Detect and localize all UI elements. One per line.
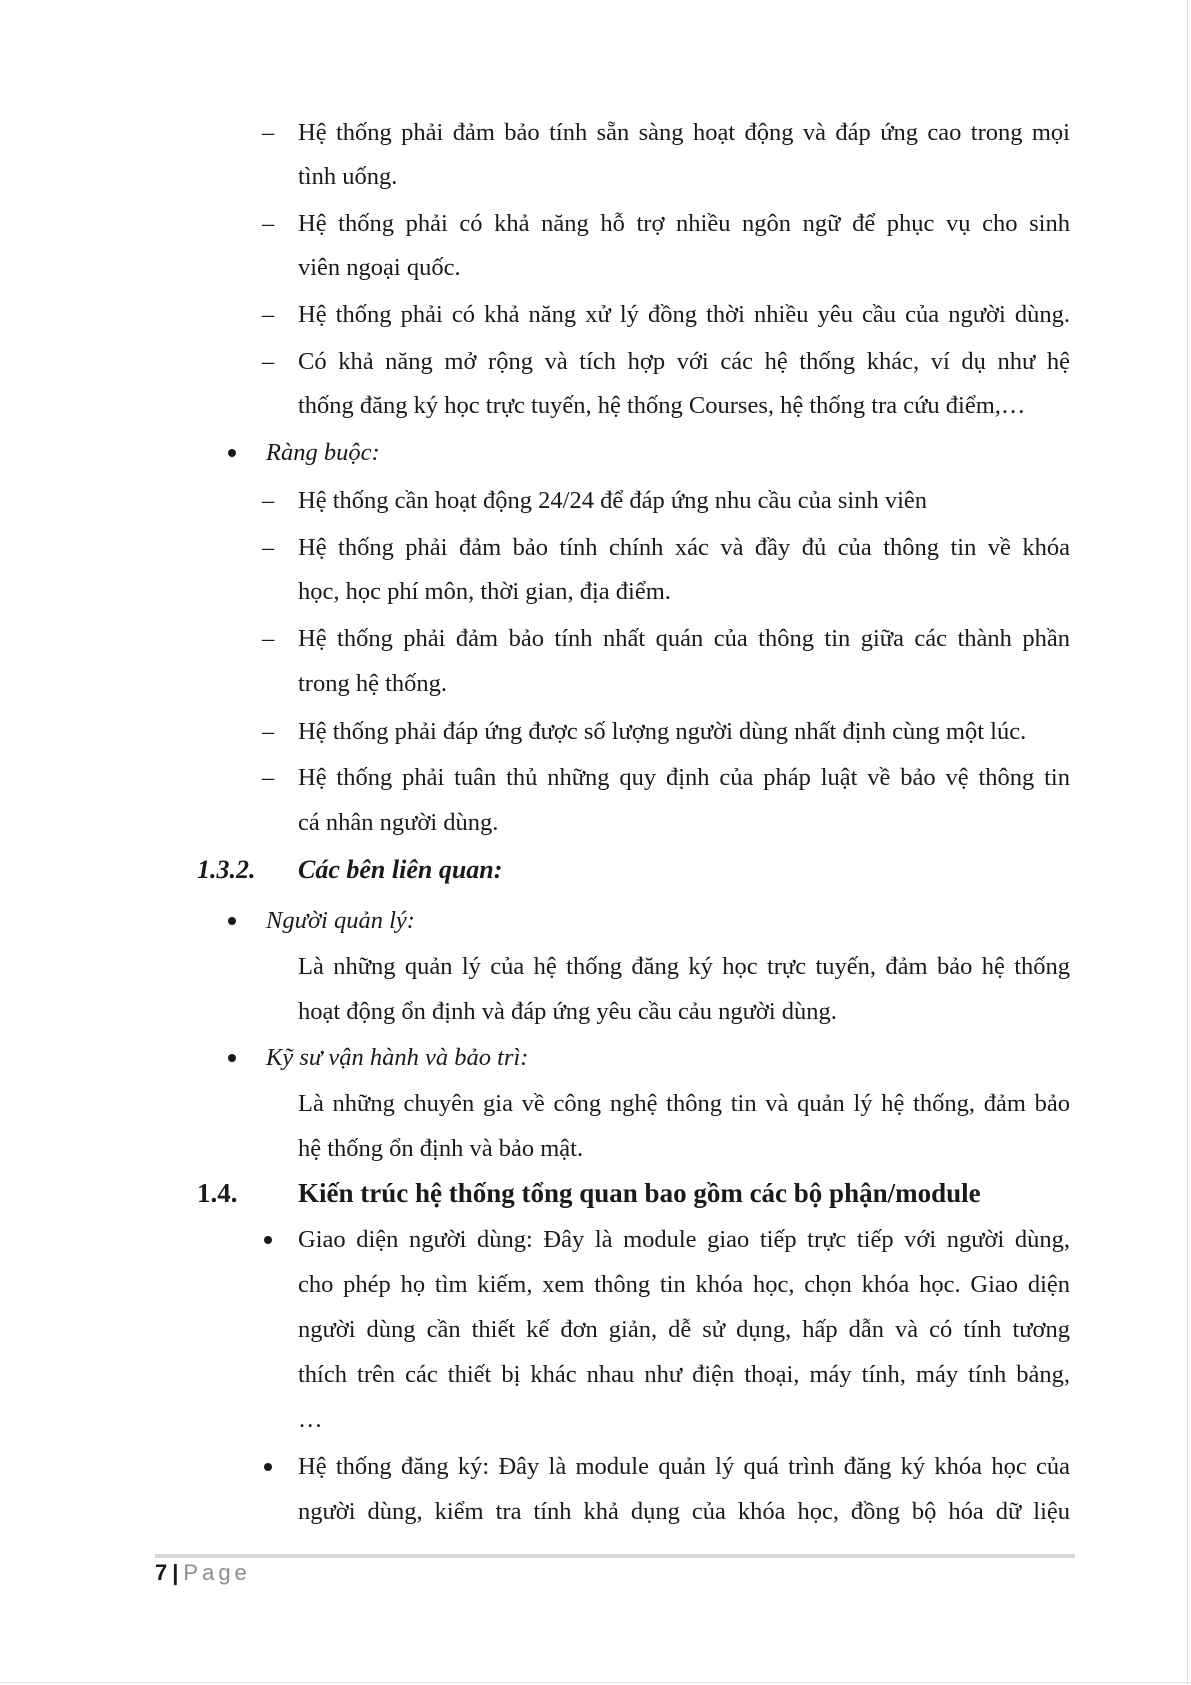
module-line: cho phép họ tìm kiếm, xem thông tin khóa học, chọn khóa học. Giao diện [298,1271,1070,1298]
module-line: người dùng, kiểm tra tính khả dụng của khóa học, đồng bộ hóa dữ liệu [298,1498,1070,1525]
module-line: người dùng cần thiết kế đơn giản, dễ sử dụng, hấp dẫn và có tính tương [298,1316,1070,1343]
list-item-line: Hệ thống cần hoạt động 24/24 để đáp ứng nhu cầu của sinh viên [298,487,928,514]
list-item-line: tình uống. [298,163,398,190]
footer-divider [155,1554,1075,1558]
dash-bullet: – [262,210,275,237]
bullet-dot [264,1463,272,1471]
list-item-line: Hệ thống phải đảm bảo tính sẵn sàng hoạt động và đáp ứng cao trong mọi [298,119,1070,146]
dash-bullet: – [262,625,275,652]
list-item-line: Có khả năng mở rộng và tích hợp với các hệ thống khác, ví dụ như hệ [298,348,1070,375]
list-item-line: học, học phí môn, thời gian, địa điểm. [298,578,671,605]
dash-bullet: – [262,764,275,791]
bullet-dot [228,917,236,925]
dash-bullet: – [262,718,275,745]
list-item-line: cá nhân người dùng. [298,809,499,836]
stakeholder-text: hệ thống ổn định và bảo mật. [298,1135,584,1162]
list-item-line: Hệ thống phải có khả năng xử lý đồng thời nhiều yêu cầu của người dùng. [298,301,1070,328]
list-item-line: trong hệ thống. [298,670,448,697]
dash-bullet: – [262,534,275,561]
page-separator: | [172,1560,179,1585]
dash-bullet: – [262,301,275,328]
list-item-line: Hệ thống phải đảm bảo tính nhất quán của thông tin giữa các thành phần [298,625,1070,652]
dash-bullet: – [262,487,275,514]
page-edge-right [1187,0,1188,1685]
stakeholder-title: Người quản lý: [266,907,415,934]
list-item-line: thống đăng ký học trực tuyến, hệ thống Courses, hệ thống tra cứu điểm,… [298,392,1026,419]
list-item-line: Hệ thống phải đáp ứng được số lượng người dùng nhất định cùng một lúc. [298,718,1027,745]
section-number: 1.3.2. [197,855,256,884]
stakeholder-text: hoạt động ổn định và đáp ứng yêu cầu cảu người dùng. [298,998,837,1025]
list-item-line: Hệ thống phải tuân thủ những quy định của pháp luật về bảo vệ thông tin [298,764,1070,791]
module-line: Hệ thống đăng ký: Đây là module quản lý quá trình đăng ký khóa học của [298,1453,1070,1480]
bullet-dot [228,1054,236,1062]
list-item-line: Hệ thống phải đảm bảo tính chính xác và đầy đủ của thông tin về khóa [298,534,1070,561]
page-footer [155,1560,251,1586]
list-item-line: Hệ thống phải có khả năng hỗ trợ nhiều ngôn ngữ để phục vụ cho sinh [298,210,1070,237]
module-line: Giao diện người dùng: Đây là module giao tiếp trực tiếp với người dùng, [298,1226,1070,1253]
bullet-dot [228,449,236,457]
module-line: … [298,1406,323,1433]
section-number: 1.4. [197,1178,238,1208]
list-item-line: viên ngoại quốc. [298,254,461,281]
constraints-heading: Ràng buộc: [266,439,380,466]
section-title: Kiến trúc hệ thống tổng quan bao gồm các bộ phận/module [298,1178,981,1208]
stakeholder-title: Kỹ sư vận hành và bảo trì: [266,1044,529,1071]
dash-bullet: – [262,348,275,375]
section-title: Các bên liên quan: [298,855,503,884]
page-number: 7 [155,1560,168,1585]
stakeholder-text: Là những chuyên gia về công nghệ thông tin và quản lý hệ thống, đảm bảo [298,1090,1070,1117]
page-edge-bottom [0,1682,1191,1683]
bullet-dot [264,1236,272,1244]
dash-bullet: – [262,119,275,146]
page-label: Page [183,1560,251,1585]
module-line: thích trên các thiết bị khác nhau như điện thoại, máy tính, máy tính bảng, [298,1361,1070,1388]
stakeholder-text: Là những quản lý của hệ thống đăng ký học trực tuyến, đảm bảo hệ thống [298,953,1070,980]
